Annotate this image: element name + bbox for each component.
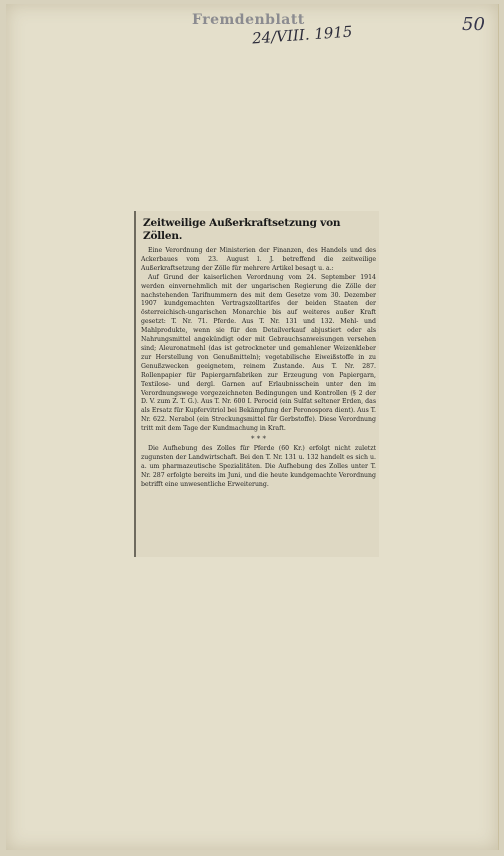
- newspaper-stamp: Fremdenblatt: [192, 12, 305, 28]
- clipping-paragraph-comment: Die Aufhebung des Zolles für Pferde (60 Kr.) erfolgt nicht zuletzt zugunsten der Landwirtschaft. Bei den T. Nr. 131 u. 132 handelt es sich u. a. um pharmazeutische Spezialitäten. Die Aufhebung des Zolles unter T. Nr. 287 erfolgte bereits im Juni, und die heute kundgemachte Verordnung betrifft eine unwesentliche Erweiterung.: [141, 445, 376, 488]
- newspaper-clipping: [134, 211, 379, 557]
- document-page: [6, 4, 499, 850]
- clipping-paragraph-decree: Auf Grund der kaiserlichen Verordnung vom 24. September 1914 werden einvernehmlich mit der ungarischen Regierung die Zölle der nachstehenden Tarifnummern des mit dem Gesetze vom 30. Dezember 1907 kundgemachten Vertragszolltarifes der beiden Staaten der österreichisch-ungarischen Monarchie bis auf weiteres außer Kraft gesetzt: T. Nr. 71. Pferde. Aus T. Nr. 131 und 132. Mehl- und Mahlprodukte, wenn sie für den Detailverkauf abjustiert oder als Nahrungsmittel angekündigt oder mit Gebrauchsanweisungen versehen sind; Aleuronatmehl (das ist getrockneter und gemahlener Weizenkleber zur Herstellung von Genußmitteln); vegetabilische Eiweißstoffe in zu Genußzwecken geeignetem, reinem Zustande. Aus T. Nr. 287. Rollenpapier für Papiergarnfabriken zur Erzeugung von Papiergarn, Textilose- und dergl. Garnen auf Erlaubnisschein unter den im Verordnungswege vorgezeichneten Bedingungen und Kontrollen (§ 2 der D. V. zum Z. T. G.). Aus T. Nr. 600 I. Perocid (ein Sulfat seltener Erden, das als Ersatz für Kupfervitriol bei Bekämpfung der Peronospora dient). Aus T. Nr. 622. Nerabol (ein Streckungsmittel für Gerbstoffe). Diese Verordnung tritt mit dem Tage der Kundmachung in Kraft.: [141, 273, 376, 433]
- handwritten-page-number: 50: [462, 14, 485, 35]
- handwritten-date: 24/VIII. 1915: [251, 22, 353, 48]
- clipping-paragraph-intro: Eine Verordnung der Ministerien der Finanzen, des Handels und des Ackerbaues vom 23. August l. J. betreffend die zeitweilige Außerkraftsetzung der Zölle für mehrere Artikel besagt u. a.:: [141, 247, 376, 272]
- section-separator: * * *: [251, 435, 266, 444]
- clipping-title: Zeitweilige Außerkraftsetzung von Zöllen.: [143, 217, 341, 242]
